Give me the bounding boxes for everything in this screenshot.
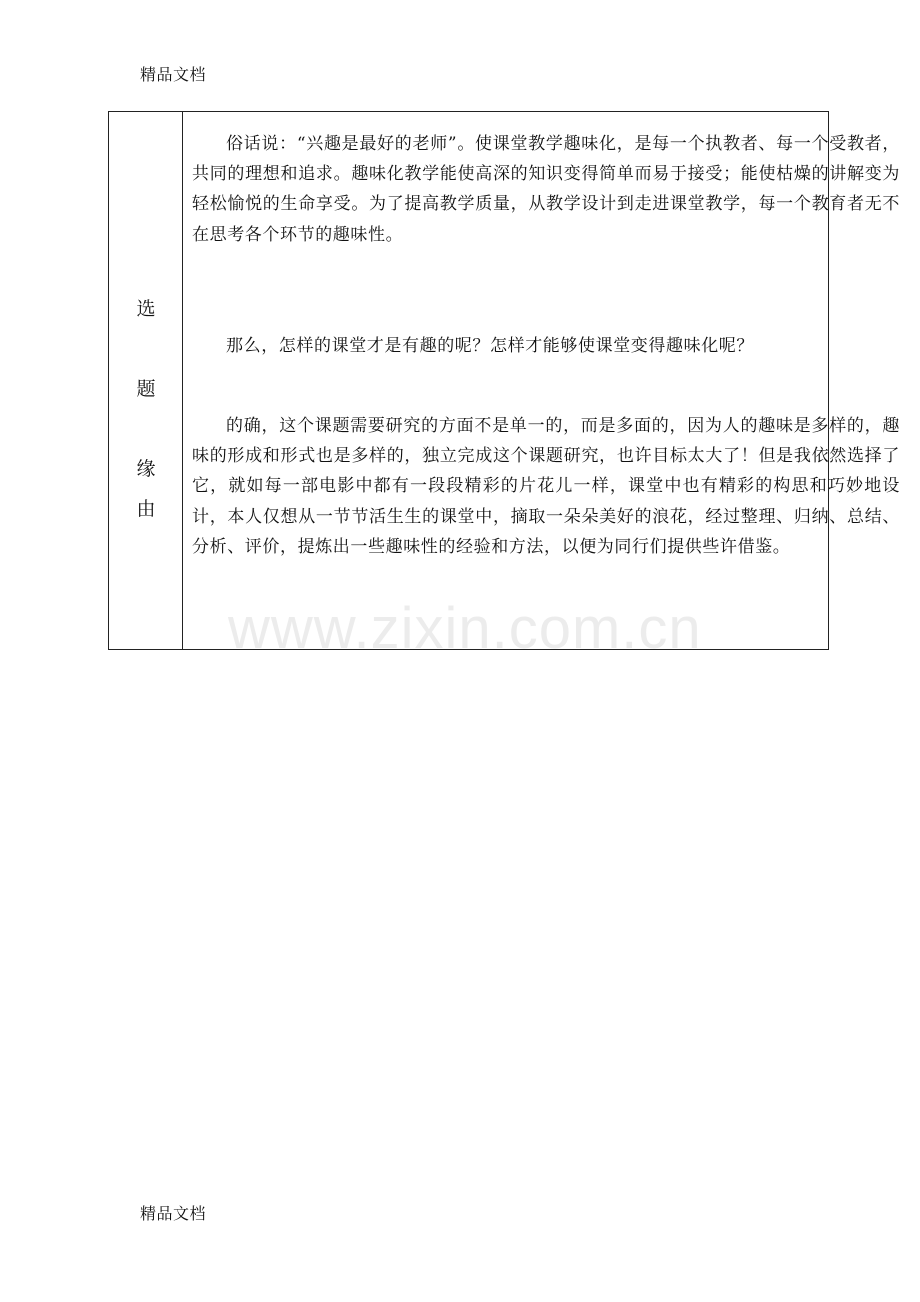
- topic-rationale-table: [108, 111, 900, 650]
- row-label-char: 选: [136, 298, 156, 320]
- row-label-cell: [109, 112, 183, 649]
- page-footer-label: 精品文档: [140, 1204, 207, 1223]
- page-header-label: 精品文档: [140, 65, 207, 84]
- rationale-paragraph: 俗话说：“兴趣是最好的老师”。使课堂教学趣味化，是每一个执教者、每一个受教者，共同的理想和追求。趣味化教学能使高深的知识变得简单而易于接受；能使枯燥的讲解变为轻松愉悦的生命享受。为了提高教学质量，从教学设计到走进课堂教学，每一个教育者无不在思考各个环节的趣味性。: [192, 134, 900, 245]
- rationale-paragraph: 那么，怎样的课堂才是有趣的呢？怎样才能够使课堂变得趣味化呢？: [226, 336, 754, 356]
- row-label-char: 题: [136, 378, 156, 400]
- rationale-content-cell: [183, 112, 900, 649]
- site-watermark: www.zixin.com.cn: [228, 596, 702, 661]
- row-label-char: 由: [136, 498, 156, 520]
- row-label-char: 缘: [136, 458, 156, 480]
- rationale-paragraph: 的确，这个课题需要研究的方面不是单一的，而是多面的，因为人的趣味是多样的，趣味的形成和形式也是多样的，独立完成这个课题研究，也许目标太大了！但是我依然选择了它，就如每一部电影中都有一段段精彩的片花儿一样，课堂中也有精彩的构思和巧妙地设计，本人仅想从一节节活生生的课堂中，摘取一朵朵美好的浪花，经过整理、归纳、总结、分析、评价，提炼出一些趣味性的经验和方法，以便为同行们提供些许借鉴。: [192, 416, 900, 557]
